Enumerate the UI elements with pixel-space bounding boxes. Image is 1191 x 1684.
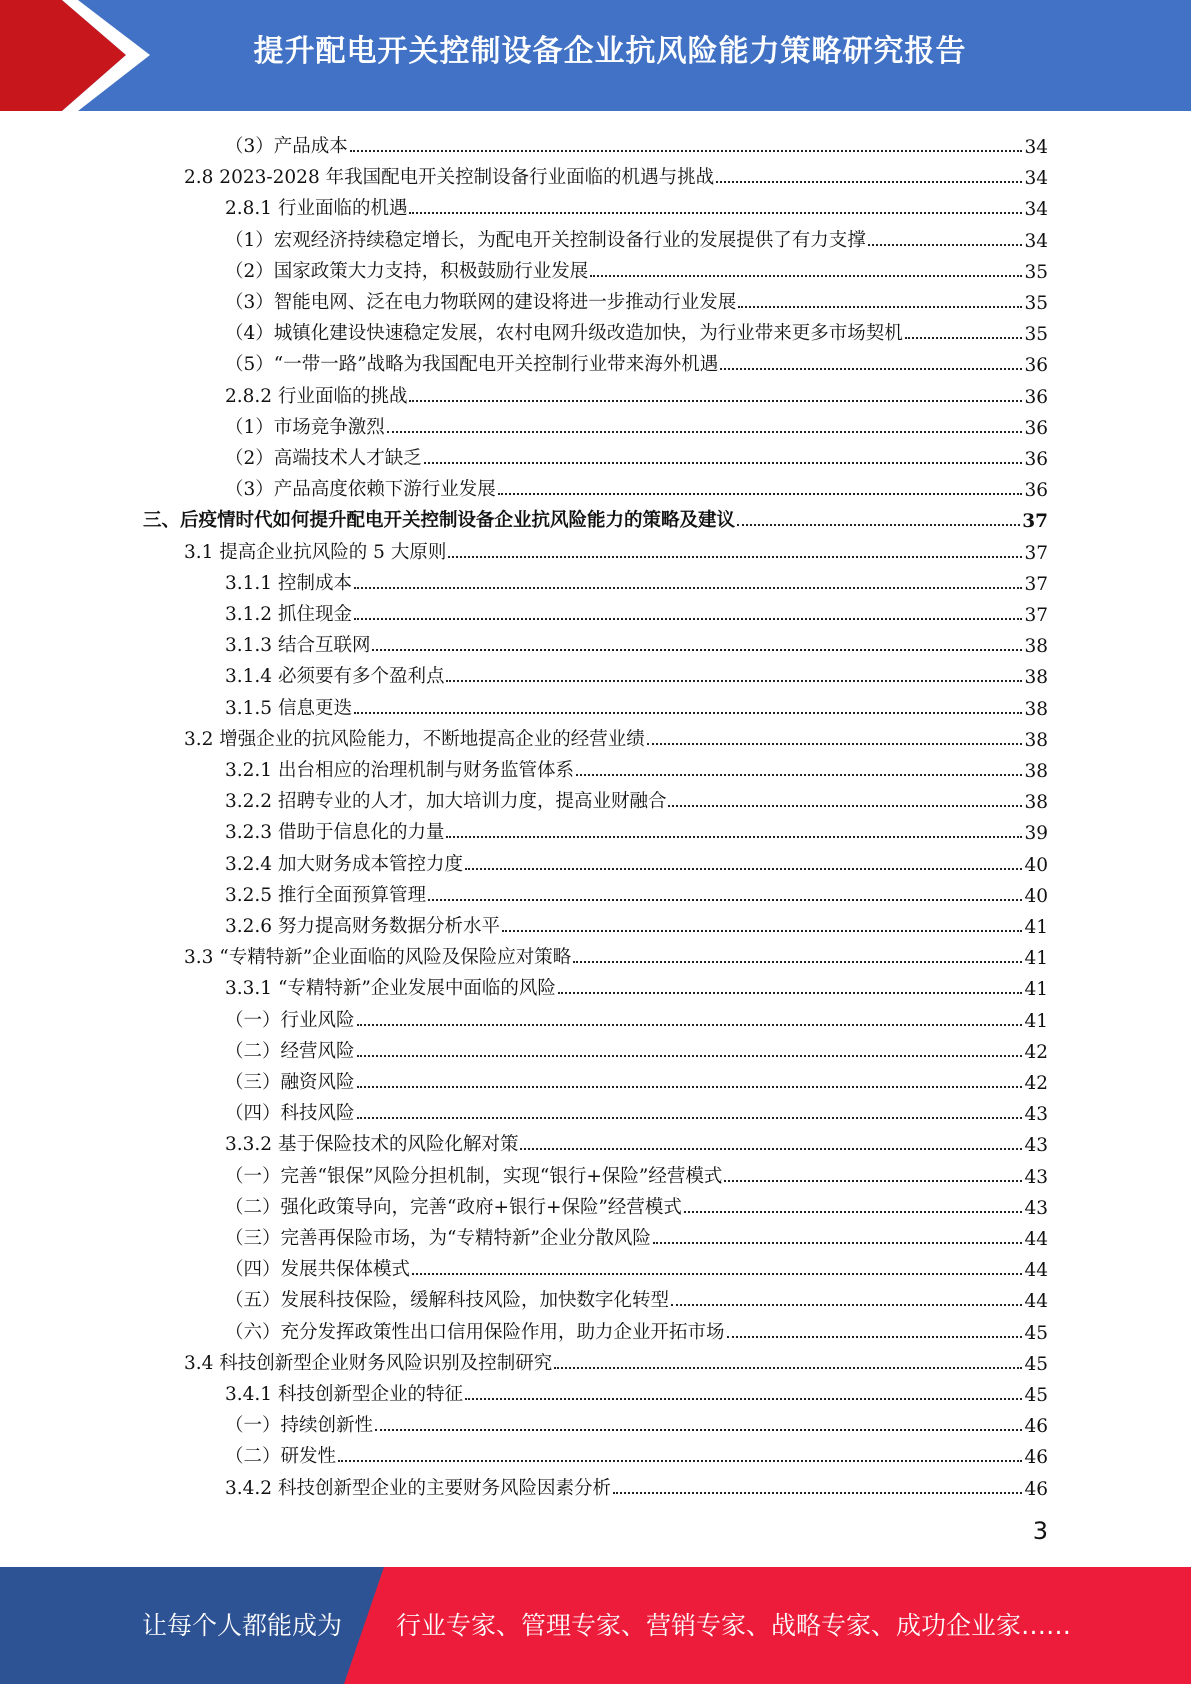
toc-entry-page: 43	[1024, 1135, 1048, 1157]
toc-leader-dots	[409, 399, 1022, 402]
toc-entry[interactable]	[225, 1437, 1048, 1468]
toc-entry[interactable]	[225, 689, 1048, 720]
toc-entry-label: 3.4 科技创新型企业财务风险识别及控制研究	[184, 1352, 553, 1374]
toc-entry-label: （一）行业风险	[225, 1009, 355, 1031]
toc-entry[interactable]	[225, 1001, 1048, 1032]
toc-entry[interactable]	[225, 1375, 1048, 1406]
toc-leader-dots	[738, 305, 1022, 308]
toc-entry-page: 42	[1024, 1041, 1048, 1063]
toc-entry-page: 39	[1024, 823, 1048, 845]
toc-entry-label: （五）发展科技保险，缓解科技风险，加快数字化转型	[225, 1290, 670, 1312]
toc-entry-page: 37	[1024, 542, 1048, 564]
toc-entry-label: （二）经营风险	[225, 1040, 355, 1062]
toc-leader-dots	[727, 1335, 1023, 1338]
toc-entry-page: 37	[1022, 511, 1048, 533]
toc-entry-page: 46	[1024, 1447, 1048, 1469]
footer-slogan-left: 让每个人都能成为	[142, 1611, 343, 1640]
toc-entry-label: 3.4.2 科技创新型企业的主要财务风险因素分析	[225, 1477, 611, 1499]
toc-entry-label: （1）宏观经济持续稳定增长，为配电开关控制设备行业的发展提供了有力支撑	[225, 229, 866, 251]
toc-entry-page: 34	[1024, 230, 1048, 252]
toc-entry-page: 41	[1024, 1010, 1048, 1032]
toc-entry[interactable]	[184, 158, 1048, 189]
toc-leader-dots	[465, 1397, 1022, 1400]
toc-entry-page: 34	[1024, 199, 1048, 221]
toc-entry[interactable]	[225, 221, 1048, 252]
toc-entry-label: 3.3.2 基于保险技术的风险化解对策	[225, 1134, 519, 1156]
toc-leader-dots	[716, 180, 1022, 183]
toc-entry-page: 45	[1024, 1322, 1048, 1344]
toc-leader-dots	[387, 430, 1023, 433]
toc-entry-label: 3.2.5 推行全面预算管理	[225, 884, 426, 906]
toc-entry-label: （一）持续创新性	[225, 1415, 374, 1437]
toc-entry[interactable]	[225, 1094, 1048, 1125]
toc-entry-page: 36	[1024, 480, 1048, 502]
toc-entry[interactable]	[225, 1188, 1048, 1219]
toc-entry-page: 36	[1024, 386, 1048, 408]
toc-entry[interactable]	[225, 751, 1048, 782]
toc-entry[interactable]	[225, 408, 1048, 439]
toc-entry-label: （2）国家政策大力支持，积极鼓励行业发展	[225, 260, 589, 282]
toc-leader-dots	[350, 149, 1023, 152]
toc-entry[interactable]	[225, 439, 1048, 470]
header-banner	[0, 0, 1191, 111]
toc-entry[interactable]	[225, 595, 1048, 626]
toc-entry[interactable]	[225, 1125, 1048, 1156]
toc-entry-page: 38	[1024, 761, 1048, 782]
toc-entry[interactable]	[225, 1281, 1048, 1312]
toc-leader-dots	[668, 804, 1022, 807]
toc-entry-label: （四）发展共保体模式	[225, 1259, 411, 1281]
toc-entry-label: （3）产品高度依赖下游行业发展	[225, 479, 496, 501]
toc-entry-page: 37	[1024, 605, 1048, 626]
toc-leader-dots	[428, 898, 1022, 901]
toc-entry[interactable]	[225, 813, 1048, 844]
toc-leader-dots	[653, 1241, 1023, 1244]
toc-entry-label: （2）高端技术人才缺乏	[225, 448, 422, 469]
toc-leader-dots	[375, 1428, 1022, 1431]
toc-leader-dots	[905, 336, 1023, 339]
toc-entry-page: 46	[1024, 1478, 1048, 1500]
toc-entry-label: 3.1.2 抓住现金	[225, 604, 352, 625]
toc-entry-page: 38	[1024, 667, 1048, 689]
toc-leader-dots	[448, 555, 1022, 558]
toc-leader-dots	[357, 1023, 1023, 1026]
toc-leader-dots	[357, 1054, 1023, 1057]
toc-entry-page: 38	[1024, 698, 1048, 720]
toc-entry-page: 44	[1024, 1229, 1048, 1250]
footer-banner	[0, 1567, 1191, 1684]
toc-entry[interactable]	[184, 720, 1048, 751]
toc-entry-label: 2.8.2 行业面临的挑战	[225, 385, 408, 407]
page-number: 3	[1032, 1517, 1048, 1545]
toc-entry[interactable]	[143, 501, 1048, 532]
toc-entry[interactable]	[225, 1157, 1048, 1188]
toc-entry-label: （二）研发性	[225, 1446, 337, 1468]
toc-entry[interactable]	[225, 377, 1048, 408]
toc-entry[interactable]	[184, 938, 1048, 969]
toc-entry-page: 35	[1024, 324, 1048, 346]
toc-entry-page: 35	[1024, 293, 1048, 314]
toc-entry[interactable]	[225, 127, 1048, 158]
toc-entry-label: 3.2.6 努力提高财务数据分析水平	[225, 916, 500, 937]
toc-entry-label: 3.2.2 招聘专业的人才，加大培训力度，提高业财融合	[225, 791, 667, 813]
toc-entry-label: （4）城镇化建设快速稳定发展，农村电网升级改造加快，为行业带来更多市场契机	[225, 323, 903, 345]
toc-entry-page: 34	[1024, 168, 1048, 190]
toc-leader-dots	[647, 742, 1023, 745]
toc-leader-dots	[573, 960, 1022, 963]
document-title: 提升配电开关控制设备企业抗风险能力策略研究报告	[253, 34, 967, 69]
toc-leader-dots	[498, 492, 1023, 495]
toc-leader-dots	[424, 461, 1023, 464]
toc-entry-label: 3.1 提高企业抗风险的 5 大原则	[184, 541, 447, 563]
toc-entry-page: 45	[1024, 1385, 1048, 1406]
toc-entry-label: （1）市场竞争激烈	[225, 416, 385, 438]
toc-entry-page: 37	[1024, 573, 1048, 595]
toc-entry-label: 3.3.1 “专精特新”企业发展中面临的风险	[225, 978, 556, 1000]
toc-leader-dots	[354, 711, 1023, 714]
toc-entry[interactable]	[225, 283, 1048, 314]
toc-entry-page: 44	[1024, 1291, 1048, 1313]
toc-entry-page: 38	[1024, 636, 1048, 658]
toc-entry[interactable]	[225, 1219, 1048, 1250]
toc-entry-page: 36	[1024, 449, 1048, 470]
toc-entry[interactable]	[225, 252, 1048, 283]
toc-entry-label: 3.2.4 加大财务成本管控力度	[225, 853, 463, 875]
toc-entry-label: （四）科技风险	[225, 1103, 355, 1125]
toc-entry[interactable]	[225, 345, 1048, 376]
toc-entry-page: 38	[1024, 729, 1048, 751]
toc-entry-label: 3.1.3 结合互联网	[225, 635, 371, 657]
toc-entry-label: 三、后疫情时代如何提升配电开关控制设备企业抗风险能力的策略及建议	[143, 510, 736, 532]
toc-entry[interactable]	[225, 1063, 1048, 1094]
toc-entry[interactable]	[225, 189, 1048, 220]
toc-entry[interactable]	[184, 533, 1048, 564]
toc-leader-dots	[372, 648, 1022, 651]
toc-entry-label: （三）融资风险	[225, 1072, 355, 1093]
toc-leader-dots	[737, 523, 1020, 526]
toc-entry-page: 35	[1024, 261, 1048, 283]
toc-entry[interactable]	[225, 1032, 1048, 1063]
toc-entry-label: （一）完善“银保”风险分担机制，实现“银行+保险”经营模式	[225, 1165, 723, 1187]
toc-entry[interactable]	[225, 782, 1048, 813]
toc-leader-dots	[684, 1210, 1023, 1213]
toc-leader-dots	[354, 586, 1023, 589]
toc-entry[interactable]	[225, 969, 1048, 1000]
toc-entry-label: （三）完善再保险市场，为“专精特新”企业分散风险	[225, 1228, 651, 1249]
footer-slogan-right: 行业专家、管理专家、营销专家、战略专家、成功企业家……	[396, 1611, 1072, 1640]
toc-leader-dots	[576, 773, 1022, 776]
toc-entry-page: 41	[1024, 979, 1048, 1001]
toc-entry-page: 43	[1024, 1166, 1048, 1188]
toc-entry-label: （5）“一带一路”战略为我国配电开关控制行业带来海外机遇	[225, 354, 719, 376]
toc-entry-page: 36	[1024, 355, 1048, 377]
toc-entry[interactable]	[225, 657, 1048, 688]
toc-leader-dots	[671, 1303, 1022, 1306]
toc-leader-dots	[412, 1272, 1022, 1275]
toc-entry[interactable]	[225, 907, 1048, 938]
toc-entry-label: 3.1.4 必须要有多个盈利点	[225, 666, 445, 688]
toc-entry-page: 41	[1024, 917, 1048, 938]
toc-entry-page: 38	[1024, 792, 1048, 814]
toc-entry-label: （3）智能电网、泛在电力物联网的建设将进一步推动行业发展	[225, 292, 737, 313]
toc-leader-dots	[446, 835, 1022, 838]
toc-entry[interactable]	[225, 564, 1048, 595]
toc-entry-page: 44	[1024, 1260, 1048, 1282]
toc-entry[interactable]	[225, 1469, 1048, 1500]
toc-leader-dots	[720, 367, 1022, 370]
toc-entry-label: 2.8 2023-2028 年我国配电开关控制设备行业面临的机遇与挑战	[184, 167, 715, 189]
toc-entry-label: （六）充分发挥政策性出口信用保险作用，助力企业开拓市场	[225, 1321, 725, 1343]
toc-entry-page: 43	[1024, 1197, 1048, 1219]
toc-entry-page: 36	[1024, 417, 1048, 439]
toc-entry[interactable]	[225, 314, 1048, 345]
toc-entry-page: 41	[1024, 948, 1048, 970]
toc-entry-label: 3.2.1 出台相应的治理机制与财务监管体系	[225, 760, 574, 781]
toc-entry-page: 46	[1024, 1416, 1048, 1438]
toc-leader-dots	[724, 1179, 1022, 1182]
toc-leader-dots	[868, 243, 1023, 246]
toc-entry[interactable]	[225, 1250, 1048, 1281]
toc-entry-label: （3）产品成本	[225, 136, 348, 157]
toc-leader-dots	[338, 1459, 1022, 1462]
toc-leader-dots	[613, 1491, 1022, 1494]
toc-leader-dots	[502, 929, 1022, 932]
toc-leader-dots	[409, 211, 1022, 214]
toc-leader-dots	[357, 1116, 1023, 1119]
toc-entry[interactable]	[225, 626, 1048, 657]
toc-entry-label: 3.2.3 借助于信息化的力量	[225, 822, 445, 844]
toc-leader-dots	[357, 1085, 1023, 1088]
toc-leader-dots	[554, 1366, 1022, 1369]
toc-entry-label: 3.1.5 信息更迭	[225, 697, 352, 719]
toc-entry-page: 43	[1024, 1104, 1048, 1126]
toc-leader-dots	[465, 867, 1022, 870]
toc-leader-dots	[446, 679, 1022, 682]
toc-entry-page: 45	[1024, 1353, 1048, 1375]
toc-leader-dots	[558, 991, 1023, 994]
toc-entry[interactable]	[225, 845, 1048, 876]
toc-entry-page: 40	[1024, 885, 1048, 907]
toc-entry[interactable]	[225, 1313, 1048, 1344]
toc-entry-page: 42	[1024, 1073, 1048, 1094]
toc-leader-dots	[590, 274, 1022, 277]
toc-entry-page: 40	[1024, 854, 1048, 876]
toc-entry[interactable]	[225, 470, 1048, 501]
toc-entry-label: 3.2 增强企业的抗风险能力，不断地提高企业的经营业绩	[184, 728, 645, 750]
toc-entry[interactable]	[225, 876, 1048, 907]
toc-entry[interactable]	[184, 1344, 1048, 1375]
toc-entry-label: 3.4.1 科技创新型企业的特征	[225, 1384, 463, 1405]
toc-leader-dots	[520, 1147, 1022, 1150]
toc-entry-page: 34	[1024, 137, 1048, 158]
toc-entry[interactable]	[225, 1406, 1048, 1437]
toc-entry-label: 3.3 “专精特新”企业面临的风险及保险应对策略	[184, 947, 572, 969]
toc-entry-label: （二）强化政策导向，完善“政府+银行+保险”经营模式	[225, 1196, 682, 1218]
toc-leader-dots	[354, 617, 1023, 620]
toc-entry-label: 3.1.1 控制成本	[225, 572, 352, 594]
toc-entry-label: 2.8.1 行业面临的机遇	[225, 198, 408, 220]
